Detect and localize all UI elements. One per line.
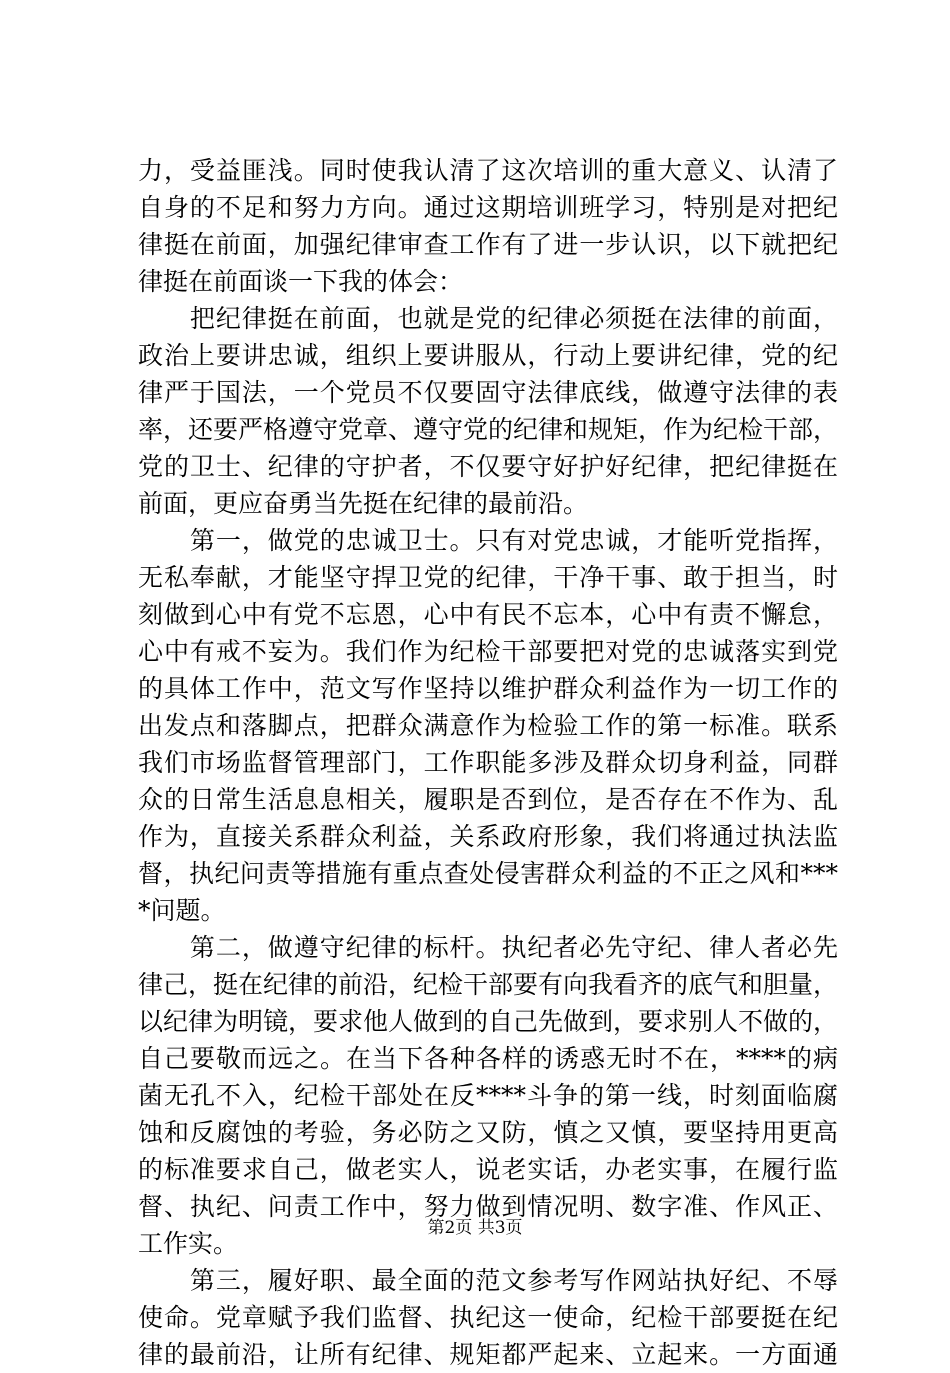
text-line: 律挺在前面，加强纪律审查工作有了进一步认识，以下就把纪: [138, 230, 838, 259]
text-line: 以纪律为明镜，要求他人做到的自己先做到，要求别人不做的，: [138, 1007, 839, 1036]
text-line: 党的卫士、纪律的守护者，不仅要守好护好纪律，把纪律挺在: [138, 452, 838, 481]
text-line: 的具体工作中，范文写作坚持以维护群众利益作为一切工作的: [138, 674, 838, 703]
text-line: 督、执纪、问责工作中，努力做到情况明、数字准、作风正、: [138, 1192, 838, 1221]
page-number-footer: 第2页 共3页: [427, 1218, 523, 1238]
text-line: 蚀和反腐蚀的考验，务必防之又防，慎之又慎，要坚持用更高: [138, 1118, 838, 1147]
text-line: 率，还要严格遵守党章、遵守党的纪律和规矩，作为纪检干部，: [138, 415, 839, 444]
text-line: 菌无孔不入，纪检干部处在反****斗争的第一线，时刻面临腐: [138, 1081, 838, 1110]
text-line: 自身的不足和努力方向。通过这期培训班学习，特别是对把纪: [138, 193, 838, 222]
text-line: 第一，做党的忠诚卫士。只有对党忠诚，才能听党指挥，: [138, 526, 838, 555]
text-line: 前面，更应奋勇当先挺在纪律的最前沿。: [138, 489, 589, 518]
text-line: 使命。党章赋予我们监督、执纪这一使命，纪检干部要挺在纪: [138, 1303, 838, 1332]
text-line: 作为，直接关系群众利益，关系政府形象，我们将通过执法监: [138, 822, 838, 851]
text-line: 第三，履好职、最全面的范文参考写作网站执好纪、不辱: [138, 1266, 838, 1295]
text-line: 第二，做遵守纪律的标杆。执纪者必先守纪、律人者必先: [138, 933, 838, 962]
text-line: 工作实。: [138, 1229, 239, 1258]
text-line: 督，执纪问责等措施有重点查处侵害群众利益的不正之风和***: [138, 859, 838, 888]
text-line: *问题。: [138, 896, 226, 925]
text-line: 的标准要求自己，做老实人，说老实话，办老实事，在履行监: [138, 1155, 838, 1184]
text-line: 律己，挺在纪律的前沿，纪检干部要有向我看齐的底气和胆量，: [138, 970, 839, 999]
text-line: 无私奉献，才能坚守捍卫党的纪律，干净干事、敢于担当，时: [138, 563, 838, 592]
text-line: 刻做到心中有党不忘恩，心中有民不忘本，心中有责不懈怠，: [138, 600, 838, 629]
text-line: 律严于国法，一个党员不仅要固守法律底线，做遵守法律的表: [138, 378, 838, 407]
text-line: 出发点和落脚点，把群众满意作为检验工作的第一标准。联系: [138, 711, 838, 740]
text-line: 律挺在前面谈一下我的体会：: [138, 267, 464, 296]
text-line: 把纪律挺在前面，也就是党的纪律必须挺在法律的前面，: [138, 304, 838, 333]
text-line: 心中有戒不妄为。我们作为纪检干部要把对党的忠诚落实到党: [138, 637, 838, 666]
document-body: [138, 152, 838, 1373]
text-line: 律的最前沿，让所有纪律、规矩都严起来、立起来。一方面通: [138, 1340, 838, 1369]
text-line: 政治上要讲忠诚，组织上要讲服从，行动上要讲纪律，党的纪: [138, 341, 838, 370]
text-line: 众的日常生活息息相关，履职是否到位，是否存在不作为、乱: [138, 785, 838, 814]
text-line: 自己要敬而远之。在当下各种各样的诱惑无时不在，****的病: [138, 1044, 838, 1073]
text-line: 力，受益匪浅。同时使我认清了这次培训的重大意义、认清了: [138, 156, 838, 185]
text-line: 我们市场监督管理部门，工作职能多涉及群众切身利益，同群: [138, 748, 838, 777]
